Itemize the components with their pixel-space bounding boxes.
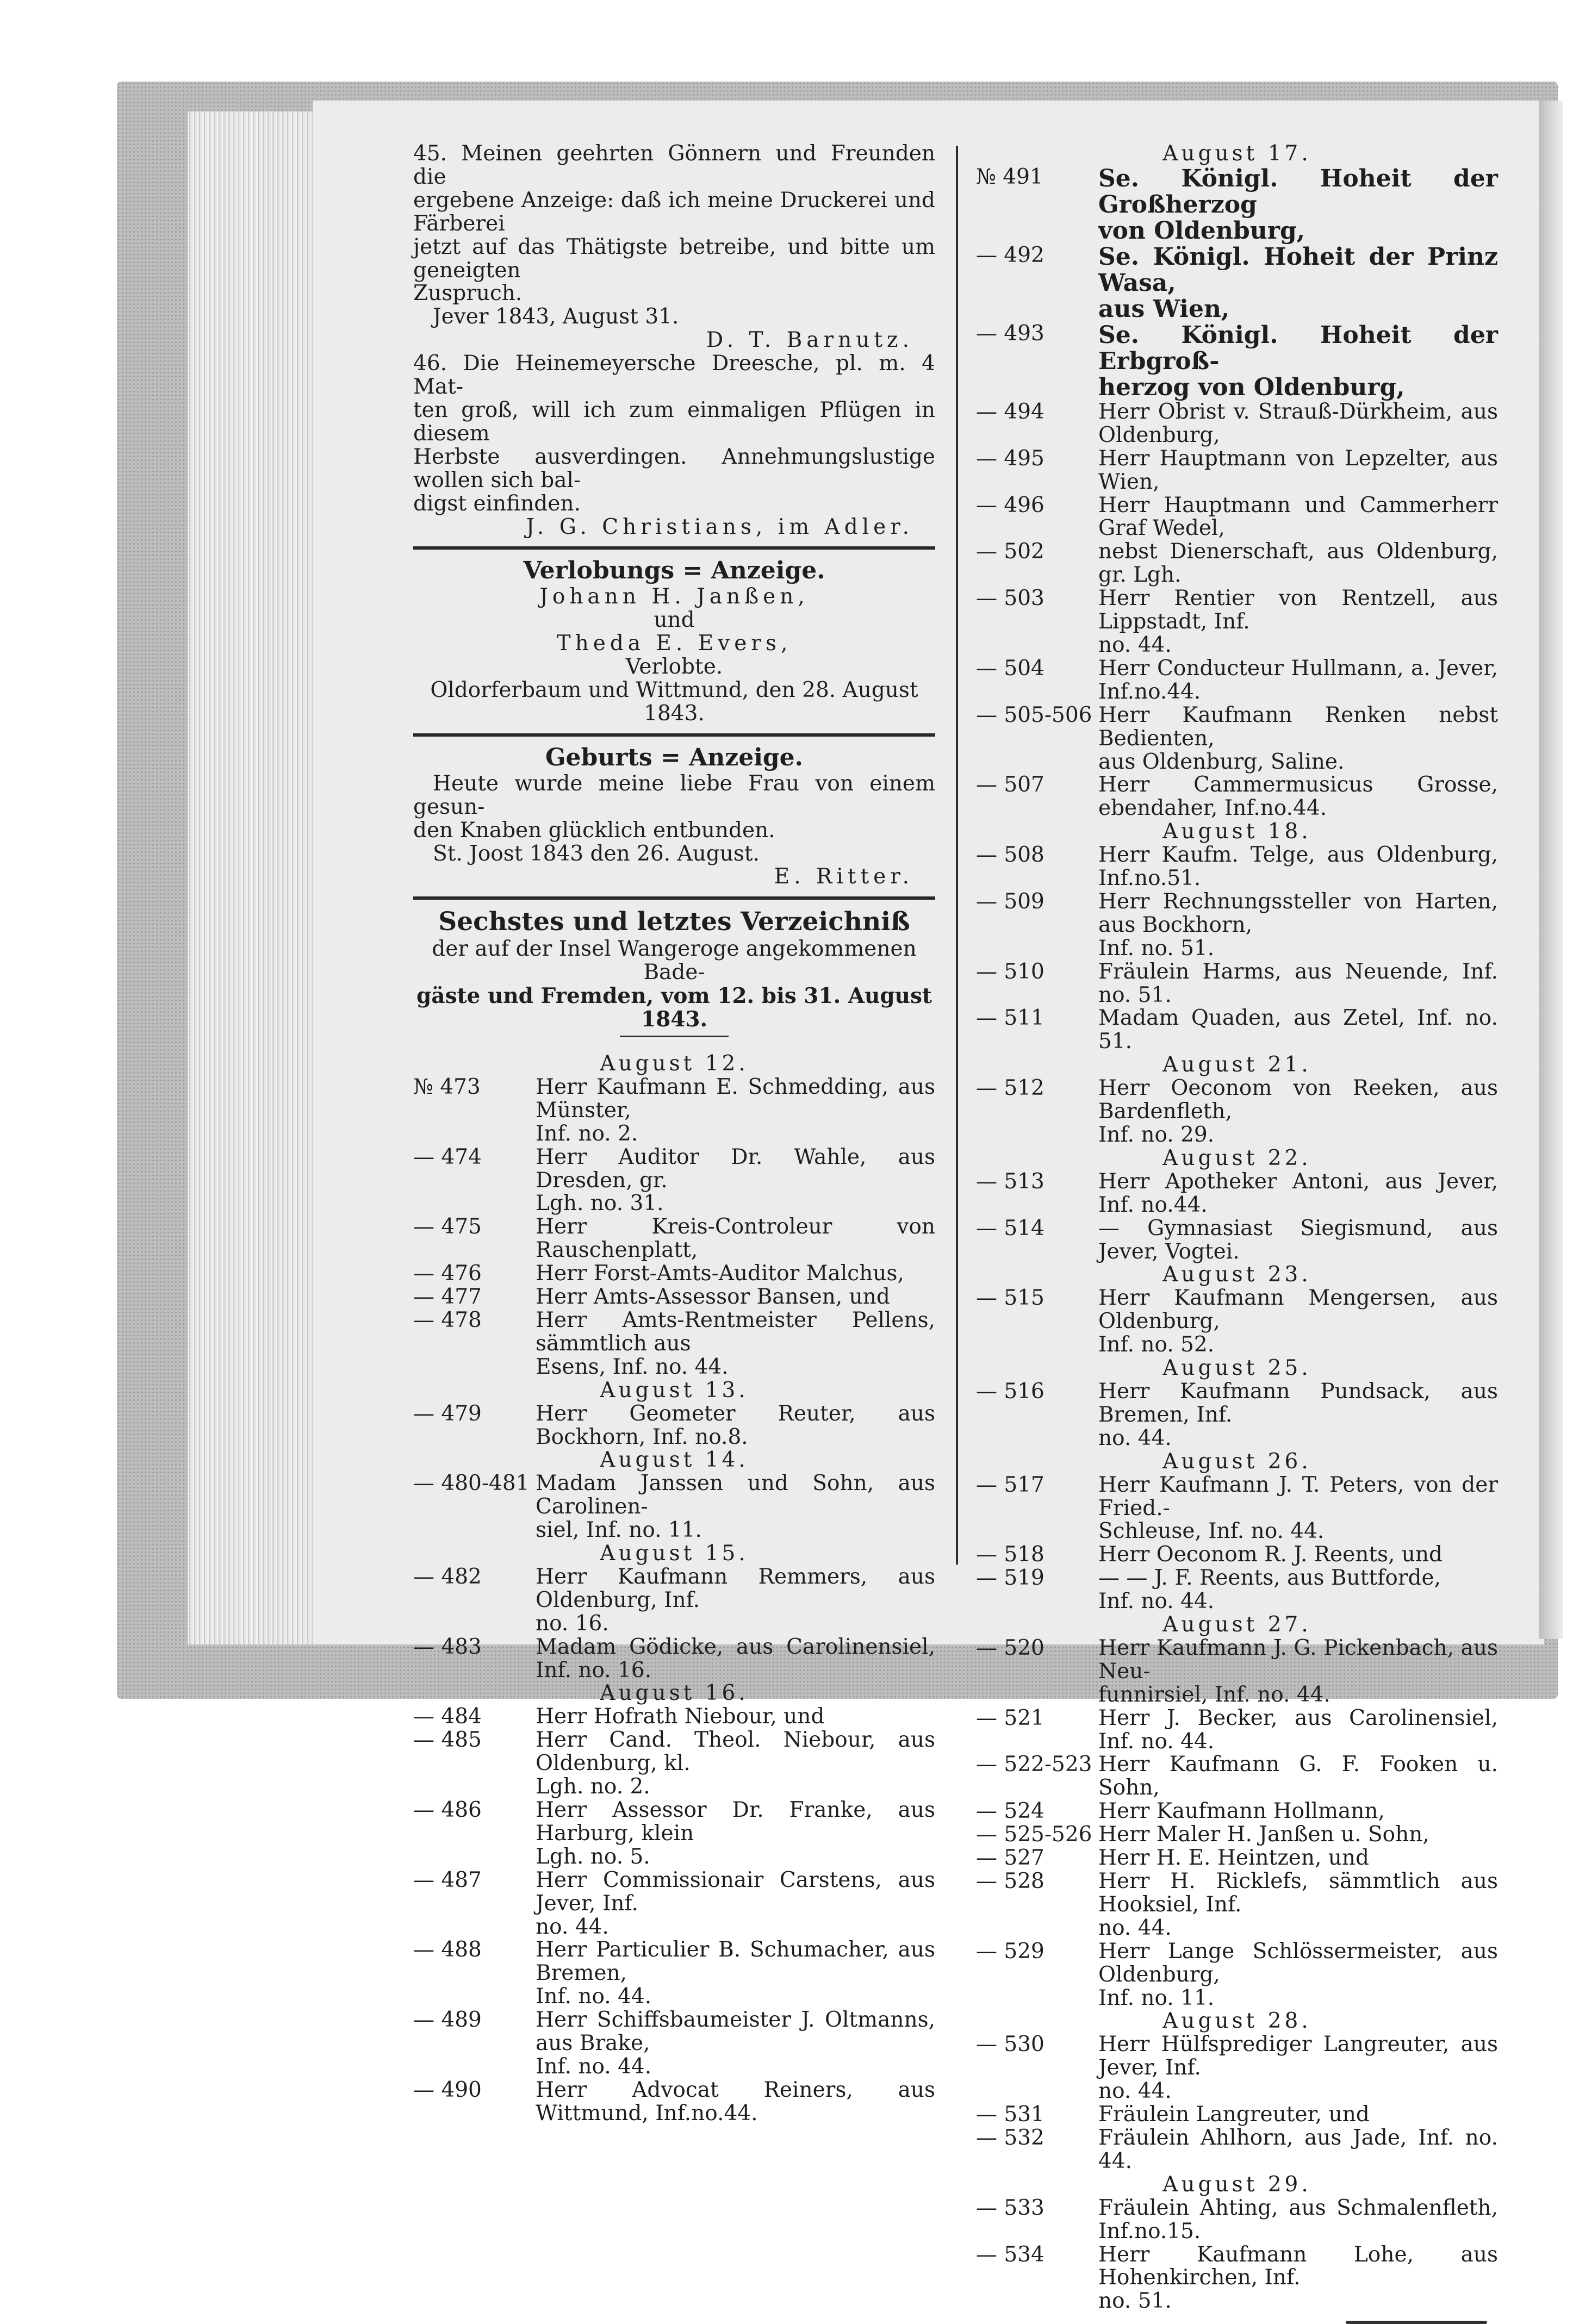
guest-entry	[413, 1076, 935, 1146]
entry-number: — 514	[976, 1216, 1044, 1241]
entry-text: Herr Kaufmann J. T. Peters, von der Fried.-	[1098, 1472, 1498, 1521]
guest-entry	[413, 1939, 935, 2009]
guest-entry	[413, 2079, 935, 2126]
entry-text: Herr Particulier B. Schumacher, aus Bremen,	[536, 1937, 935, 1986]
entry-number: — 493	[976, 321, 1044, 346]
guest-entry	[976, 1007, 1498, 1054]
ad-46-line: 46. Die Heinemeyersche Dreesche, pl. m. 4 Mat-	[413, 351, 935, 400]
guest-entry	[413, 1729, 935, 1799]
guest-entry	[976, 1380, 1498, 1450]
ad-45-line: jetzt auf das Thätigste betreibe, und bitte um geneigten	[413, 234, 935, 283]
engagement-and: und	[654, 608, 695, 633]
entry-text: Herr Rentier von Rentzell, aus Lippstadt, Inf.	[1098, 586, 1498, 634]
entry-continuation: no. 44.	[536, 1914, 609, 1939]
page-edges	[188, 111, 313, 1644]
entry-text: Madam Gödicke, aus Carolinensiel, Inf. no. 16.	[536, 1634, 935, 1683]
entry-text: nebst Dienerschaft, aus Oldenburg, gr. Lgh.	[1098, 539, 1498, 588]
entry-number: — 505-506	[976, 702, 1092, 727]
entry-number: — 485	[413, 1728, 482, 1753]
date-heading: August 29.	[1162, 2172, 1311, 2197]
guest-entry	[413, 1146, 935, 1216]
entry-continuation: Inf. no. 51.	[1098, 936, 1215, 961]
entry-text: Herr H. Ricklefs, sämmtlich aus Hooksiel, Inf.	[1098, 1869, 1498, 1917]
entry-continuation: Inf. no. 44.	[536, 1984, 652, 2009]
entry-number: — 502	[976, 539, 1044, 564]
entry-text: Herr Apotheker Antoni, aus Jever, Inf. no.44.	[1098, 1169, 1498, 1217]
ad-45-line: Zuspruch.	[413, 281, 523, 306]
entry-text: Se. Königl. Hoheit der Erbgroß-	[1098, 321, 1498, 375]
guest-entry	[413, 1705, 935, 1729]
entry-number: — 478	[413, 1307, 482, 1332]
guest-list-left	[413, 1052, 935, 2126]
engagement-heading: Verlobungs = Anzeige.	[523, 557, 825, 585]
entry-number: — 533	[976, 2195, 1044, 2220]
entry-number: — 475	[413, 1214, 482, 1239]
guest-entry	[976, 244, 1498, 322]
entry-continuation: aus Wien,	[1098, 295, 1230, 323]
entry-continuation: no. 44.	[1098, 2079, 1172, 2104]
entry-number: — 529	[976, 1939, 1044, 1964]
entry-continuation: no. 44.	[1098, 632, 1172, 657]
guest-entry	[413, 1472, 935, 1542]
entry-number: — 479	[413, 1401, 482, 1426]
entry-text: Herr Kreis-Controleur von Rauschenplatt,	[536, 1214, 935, 1263]
entry-text: — Gymnasiast Siegismund, aus Jever, Vogtei.	[1098, 1216, 1498, 1264]
entry-continuation: Inf. no. 29.	[1098, 1123, 1215, 1147]
guest-entry	[413, 1799, 935, 1869]
entry-number: — 487	[413, 1867, 482, 1892]
entry-text: Herr Amts-Rentmeister Pellens, sämmtlich aus	[536, 1307, 935, 1356]
guest-entry	[413, 1262, 935, 1286]
entry-text: Herr Kaufm. Telge, aus Oldenburg, Inf.no.51.	[1098, 843, 1498, 891]
birth-signature: E. Ritter.	[774, 864, 913, 889]
guest-entry	[976, 1077, 1498, 1147]
entry-continuation: Lgh. no. 5.	[536, 1844, 650, 1869]
date-heading: August 16.	[600, 1681, 749, 1706]
entry-number: — 509	[976, 889, 1044, 914]
entry-continuation: no. 44.	[1098, 1425, 1172, 1450]
entry-text: Herr Schiffsbaumeister J. Oltmanns, aus Brake,	[536, 2008, 935, 2056]
entry-text: Herr Cammermusicus Grosse, ebendaher, Inf.no.44.	[1098, 772, 1498, 821]
date-heading: August 28.	[1162, 2009, 1311, 2034]
guest-entry	[976, 1940, 1498, 2010]
entry-text: Fräulein Harms, aus Neuende, Inf. no. 51.	[1098, 959, 1498, 1007]
birth-notice	[413, 743, 935, 889]
guest-entry	[976, 657, 1498, 704]
entry-number: — 508	[976, 843, 1044, 868]
guest-entry	[976, 2197, 1498, 2244]
date-heading: August 15.	[600, 1541, 749, 1566]
entry-continuation: Inf. no. 2.	[536, 1121, 638, 1146]
entry-text: Herr Commissionair Carstens, aus Jever, Inf.	[536, 1867, 935, 1916]
entry-number: — 530	[976, 2032, 1044, 2057]
guest-entry	[976, 1707, 1498, 1754]
entry-text: Herr Rechnungssteller von Harten, aus Bockhorn,	[1098, 889, 1498, 937]
birth-heading: Geburts = Anzeige.	[545, 743, 803, 771]
left-column	[413, 142, 935, 2126]
entry-text: Herr Hofrath Niebour, und	[536, 1704, 825, 1729]
entry-continuation: Inf. no. 11.	[1098, 1985, 1215, 2010]
entry-continuation: funnirsiel, Inf. no. 44.	[1098, 1682, 1330, 1707]
entry-number: — 513	[976, 1169, 1044, 1194]
entry-text: Herr J. Becker, aus Carolinensiel, Inf. no. 44.	[1098, 1705, 1498, 1754]
entry-number: — 474	[413, 1144, 482, 1169]
section-rule	[413, 896, 935, 900]
entry-text: Herr Amts-Assessor Bansen, und	[536, 1285, 890, 1310]
guest-entry	[976, 401, 1498, 447]
title-rule	[620, 1036, 729, 1037]
guest-entry	[976, 1474, 1498, 1544]
guest-entry	[976, 1823, 1498, 1847]
entry-number: — 494	[976, 399, 1044, 424]
ad-45-place: Jever 1843, August 31.	[433, 304, 679, 329]
guest-entry	[976, 166, 1498, 244]
entry-number: — 496	[976, 493, 1044, 518]
entry-number: № 491	[976, 164, 1043, 189]
entry-text: Herr Kaufmann Remmers, aus Oldenburg, Inf.	[536, 1564, 935, 1612]
section-rule	[413, 546, 935, 550]
entry-continuation: Lgh. no. 31.	[536, 1191, 664, 1216]
entry-continuation: Schleuse, Inf. no. 44.	[1098, 1519, 1325, 1544]
engagement-notice	[413, 556, 935, 725]
entry-text: Herr Kaufmann Hollmann,	[1098, 1799, 1385, 1824]
guest-entry	[976, 1800, 1498, 1823]
entry-number: — 484	[413, 1704, 482, 1729]
entry-text: Herr Kaufmann Renken nebst Bedienten,	[1098, 702, 1498, 751]
guest-entry	[976, 2103, 1498, 2127]
entry-continuation: no. 16.	[536, 1611, 609, 1636]
entry-text: Herr Conducteur Hullmann, a. Jever, Inf.no.44.	[1098, 656, 1498, 704]
entry-number: — 520	[976, 1635, 1044, 1660]
entry-number: — 489	[413, 2008, 482, 2033]
guest-entry	[976, 1753, 1498, 1800]
guest-entry	[413, 1403, 935, 1449]
ad-45	[413, 142, 935, 352]
entry-number: — 482	[413, 1564, 482, 1589]
guest-list-right	[976, 142, 1498, 2313]
guest-entry	[976, 447, 1498, 494]
guest-entry	[413, 1216, 935, 1262]
end-rule	[1346, 2321, 1487, 2324]
list-subtitle: der auf der Insel Wangeroge angekommenen Bade-	[432, 937, 917, 985]
date-heading: August 26.	[1162, 1449, 1311, 1474]
ad-45-line: 45. Meinen geehrten Gönnern und Freunden die	[413, 141, 935, 189]
ad-45-line: ergebene Anzeige: daß ich meine Druckerei und Färberei	[413, 188, 935, 236]
entry-number: — 521	[976, 1705, 1044, 1730]
column-divider	[956, 146, 958, 1565]
guest-entry	[976, 1287, 1498, 1357]
date-heading: August 25.	[1162, 1356, 1311, 1381]
entry-number: — 531	[976, 2102, 1044, 2127]
date-heading: August 22.	[1162, 1145, 1311, 1170]
entry-number: — 486	[413, 1798, 482, 1822]
guest-entry	[413, 1309, 935, 1379]
entry-number: — 516	[976, 1379, 1044, 1404]
entry-text: Herr Forst-Amts-Auditor Malchus,	[536, 1261, 904, 1286]
entry-number: — 492	[976, 242, 1044, 267]
guest-entry	[976, 1543, 1498, 1567]
entry-text: Se. Königl. Hoheit der Großherzog	[1098, 164, 1498, 219]
entry-text: Herr Kaufmann E. Schmedding, aus Münster,	[536, 1074, 935, 1123]
entry-text: Herr Cand. Theol. Niebour, aus Oldenburg, kl.	[536, 1728, 935, 1776]
entry-text: Herr Obrist v. Strauß-Dürkheim, aus Oldenburg,	[1098, 399, 1498, 447]
date-heading: August 12.	[600, 1051, 749, 1076]
entry-text: Herr Hauptmann und Cammerherr Graf Wedel,	[1098, 493, 1498, 541]
entry-number: — 534	[976, 2242, 1044, 2267]
entry-continuation: siel, Inf. no. 11.	[536, 1518, 702, 1543]
date-heading: August 23.	[1162, 1262, 1311, 1287]
guest-entry	[976, 1217, 1498, 1264]
entry-number: — 517	[976, 1472, 1044, 1497]
guest-entry	[976, 587, 1498, 657]
date-heading: August 27.	[1162, 1612, 1311, 1637]
entry-text: Fräulein Ahlhorn, aus Jade, Inf. no. 44.	[1098, 2125, 1498, 2173]
entry-text: Se. Königl. Hoheit der Prinz Wasa,	[1098, 242, 1498, 297]
entry-number: — 519	[976, 1566, 1044, 1591]
guest-entry	[976, 1567, 1498, 1613]
entry-number: — 490	[413, 2077, 482, 2102]
entry-text: Fräulein Langreuter, und	[1098, 2102, 1370, 2127]
entry-text: Herr Advocat Reiners, aus Wittmund, Inf.no.44.	[536, 2077, 935, 2126]
entry-text: — — J. F. Reents, aus Buttforde,	[1098, 1566, 1441, 1591]
list-title: Sechstes und letztes Verzeichniß	[438, 907, 910, 937]
entry-number: — 507	[976, 772, 1044, 797]
right-column	[976, 142, 1498, 2324]
birth-text: den Knaben glücklich entbunden.	[413, 818, 775, 843]
entry-continuation: Inf. no. 52.	[1098, 1332, 1215, 1357]
entry-number: — 532	[976, 2125, 1044, 2150]
entry-text: Herr Kaufmann Lohe, aus Hohenkirchen, Inf.	[1098, 2242, 1498, 2290]
entry-text: Herr Assessor Dr. Franke, aus Harburg, klein	[536, 1798, 935, 1846]
guest-entry	[976, 1637, 1498, 1707]
ad-46-line: ten groß, will ich zum einmaligen Pflügen in diesem	[413, 397, 935, 446]
guest-entry	[976, 1870, 1498, 1940]
guest-entry	[413, 2009, 935, 2079]
guest-entry	[976, 844, 1498, 890]
entry-text: Herr Kaufmann Mengersen, aus Oldenburg,	[1098, 1286, 1498, 1334]
entry-number: — 503	[976, 586, 1044, 611]
entry-number: — 480-481	[413, 1471, 530, 1496]
entry-text: Herr Oeconom R. J. Reents, und	[1098, 1542, 1443, 1567]
list-subtitle: gäste und Fremden, vom 12. bis 31. August 1843.	[416, 983, 932, 1032]
birth-text: Heute wurde meine liebe Frau von einem gesun-	[413, 771, 935, 819]
entry-text: Herr H. E. Heintzen, und	[1098, 1846, 1369, 1871]
entry-number: — 483	[413, 1634, 482, 1659]
entry-number: — 525-526	[976, 1822, 1092, 1847]
guest-entry	[976, 1847, 1498, 1870]
entry-number: — 477	[413, 1285, 482, 1310]
date-heading: August 14.	[600, 1448, 749, 1473]
entry-text: Herr Maler H. Janßen u. Sohn,	[1098, 1822, 1429, 1847]
entry-continuation: herzog von Oldenburg,	[1098, 373, 1405, 401]
entry-text: Madam Janssen und Sohn, aus Carolinen-	[536, 1471, 935, 1519]
engagement-place: Oldorferbaum und Wittmund, den 28. August 1843.	[430, 678, 918, 726]
date-heading: August 18.	[1162, 819, 1311, 844]
guest-entry	[413, 1286, 935, 1309]
entry-continuation: Inf. no. 44.	[1098, 1589, 1215, 1614]
entry-text: Herr Hülfsprediger Langreuter, aus Jever, Inf.	[1098, 2032, 1498, 2080]
entry-text: Herr Auditor Dr. Wahle, aus Dresden, gr.	[536, 1144, 935, 1193]
ad-46-signature: J. G. Christians, im Adler.	[526, 514, 913, 539]
date-heading: August 21.	[1162, 1052, 1311, 1077]
entry-number: — 518	[976, 1542, 1044, 1567]
ad-45-signature: D. T. Barnutz.	[706, 328, 913, 353]
ad-46-line: Herbste ausverdingen. Annehmungslustige wollen sich bal-	[413, 444, 935, 493]
entry-continuation: von Oldenburg,	[1098, 216, 1305, 245]
entry-continuation: no. 44.	[1098, 1915, 1172, 1940]
birth-place: St. Joost 1843 den 26. August.	[433, 841, 760, 866]
entry-number: — 522-523	[976, 1752, 1092, 1777]
guest-entry	[976, 704, 1498, 774]
entry-text: Madam Quaden, aus Zetel, Inf. no. 51.	[1098, 1006, 1498, 1054]
guest-entry	[976, 494, 1498, 541]
guest-entry	[976, 2127, 1498, 2173]
section-rule	[413, 733, 935, 737]
guest-entry	[976, 890, 1498, 961]
engagement-name: Johann H. Janßen,	[539, 584, 809, 609]
guest-entry	[976, 774, 1498, 820]
entry-text: Herr Lange Schlössermeister, aus Oldenburg,	[1098, 1939, 1498, 1987]
entry-text: Herr Hauptmann von Lepzelter, aus Wien,	[1098, 446, 1498, 494]
date-heading: August 17.	[1162, 141, 1311, 166]
entry-number: — 488	[413, 1937, 482, 1962]
ad-46-line: digst einfinden.	[413, 491, 581, 516]
entry-number: — 504	[976, 656, 1044, 681]
entry-number: № 473	[413, 1074, 481, 1099]
entry-text: Herr Geometer Reuter, aus Bockhorn, Inf. no.8.	[536, 1401, 935, 1449]
entry-number: — 512	[976, 1076, 1044, 1101]
entry-continuation: no. 51.	[1098, 2289, 1172, 2314]
entry-text: Herr Oeconom von Reeken, aus Bardenfleth,	[1098, 1076, 1498, 1124]
entry-number: — 476	[413, 1261, 482, 1286]
entry-continuation: Inf. no. 44.	[536, 2054, 652, 2079]
guest-entry	[976, 2033, 1498, 2103]
entry-number: — 510	[976, 959, 1044, 984]
engagement-status: Verlobte.	[625, 655, 723, 680]
guest-entry	[976, 540, 1498, 587]
guest-entry	[976, 2244, 1498, 2314]
entry-text: Herr Kaufmann J. G. Pickenbach, aus Neu-	[1098, 1635, 1498, 1684]
guest-entry	[976, 322, 1498, 401]
guest-entry	[413, 1566, 935, 1636]
entry-number: — 515	[976, 1286, 1044, 1311]
entry-continuation: Esens, Inf. no. 44.	[536, 1354, 729, 1379]
entry-number: — 527	[976, 1846, 1044, 1871]
entry-continuation: Lgh. no. 2.	[536, 1774, 650, 1799]
entry-text: Fräulein Ahting, aus Schmalenfleth, Inf.no.15.	[1098, 2195, 1498, 2244]
date-heading: August 13.	[600, 1378, 749, 1403]
ad-46	[413, 352, 935, 539]
guest-entry	[976, 1170, 1498, 1217]
engagement-name: Theda E. Evers,	[556, 631, 792, 656]
page-gutter	[1539, 101, 1563, 1639]
entry-text: Herr Kaufmann Pundsack, aus Bremen, Inf.	[1098, 1379, 1498, 1427]
entry-number: — 511	[976, 1006, 1044, 1031]
guest-entry	[976, 961, 1498, 1007]
guest-entry	[413, 1869, 935, 1939]
entry-text: Herr Kaufmann G. F. Fooken u. Sohn,	[1098, 1752, 1498, 1800]
entry-number: — 495	[976, 446, 1044, 471]
entry-number: — 524	[976, 1799, 1044, 1824]
entry-continuation: aus Oldenburg, Saline.	[1098, 749, 1345, 774]
entry-number: — 528	[976, 1869, 1044, 1893]
guest-entry	[413, 1636, 935, 1683]
